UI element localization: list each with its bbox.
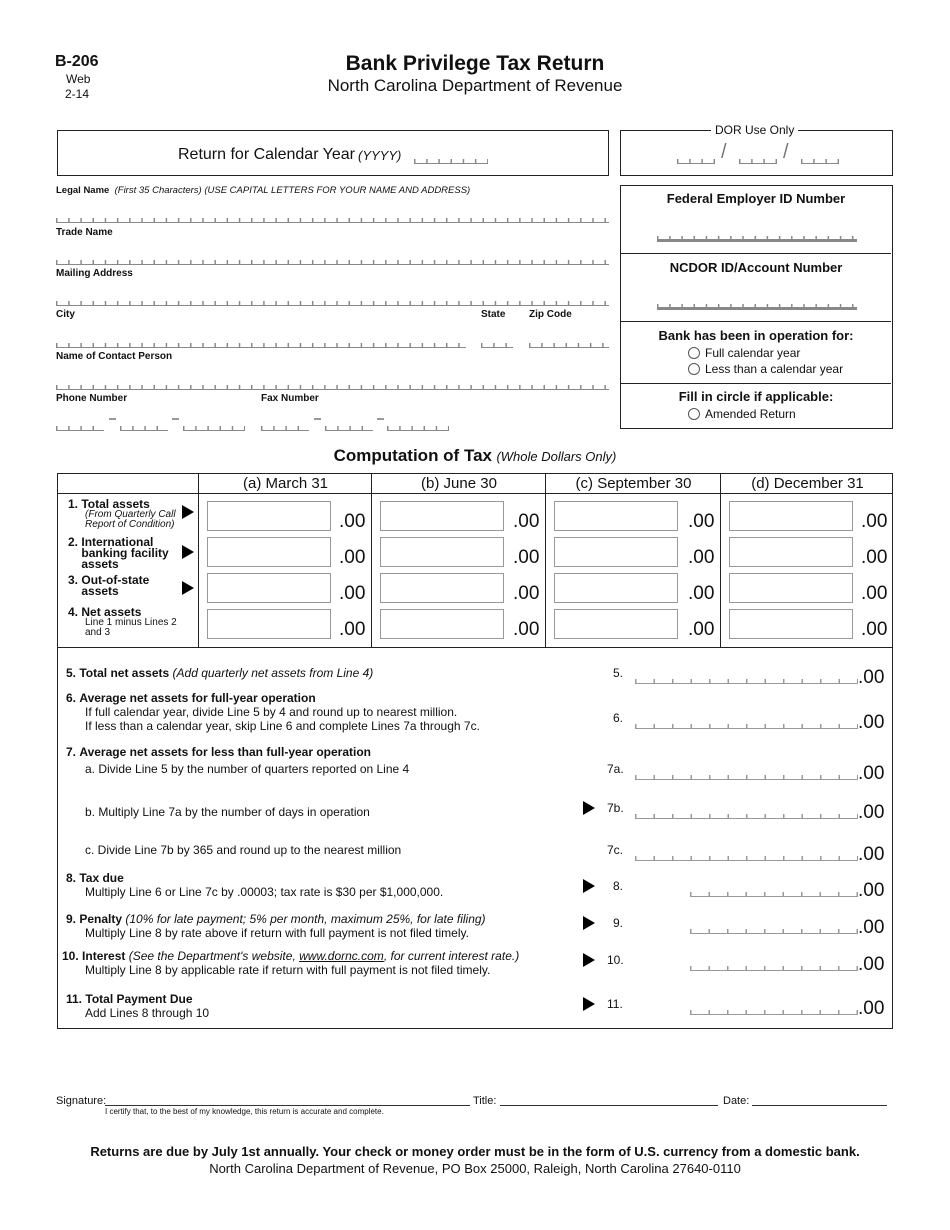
row-title: International banking facility assets	[81, 535, 169, 571]
cents-label: .00	[858, 712, 885, 733]
amount-input-line3-q1[interactable]	[207, 573, 331, 603]
arrow-icon	[583, 801, 595, 815]
certification-text: I certify that, to the best of my knowledge, this return is accurate and complete.	[105, 1107, 384, 1116]
line5-title: Total net assets	[79, 666, 170, 680]
legal-name-input[interactable]	[56, 217, 609, 223]
trade-name-label: Trade Name	[56, 227, 113, 238]
less-year-radio[interactable]	[688, 363, 700, 375]
amount-input-line4-q4[interactable]	[729, 609, 853, 639]
line5-text: (Add quarterly net assets from Line 4)	[172, 666, 374, 680]
dor-separator: /	[721, 141, 727, 163]
row-num: 2.	[68, 535, 79, 549]
state-label: State	[481, 309, 506, 320]
line8-title: Tax due	[79, 871, 124, 885]
amount-input-line4-q2[interactable]	[380, 609, 504, 639]
row-sub: Line 1 minus Lines 2 and 3	[85, 617, 177, 638]
l10-ref: 10.	[607, 953, 624, 967]
l6-amount-input[interactable]	[635, 723, 858, 729]
column-header: (d) December 31	[751, 475, 864, 492]
cents-label: .00	[858, 998, 885, 1019]
trade-name-input[interactable]	[56, 259, 609, 265]
fill-circle-label: Fill in circle if applicable:	[678, 389, 834, 404]
legal-name-label: Legal Name	[56, 185, 110, 196]
line7b-text: b. Multiply Line 7a by the number of days in operation	[85, 805, 370, 819]
form-title: Bank Privilege Tax Return	[345, 52, 605, 75]
line7a-text: a. Divide Line 5 by the number of quarters reported on Line 4	[85, 762, 410, 776]
l8-ref: 8.	[613, 879, 624, 893]
cents-label: .00	[861, 511, 888, 532]
id-panel	[620, 185, 893, 429]
fax-label: Fax Number	[261, 393, 319, 404]
date-input[interactable]	[752, 1105, 887, 1106]
arrow-icon	[583, 916, 595, 930]
form-edition: Web	[66, 72, 91, 86]
cents-label: .00	[688, 511, 715, 532]
ncdor-label: NCDOR ID/Account Number	[669, 260, 843, 275]
cents-label: .00	[858, 917, 885, 938]
full-year-option[interactable]	[688, 346, 800, 360]
line9-text: Multiply Line 8 by rate above if return with full payment is not filed timely.	[85, 926, 469, 940]
mailing-address-input[interactable]	[56, 300, 609, 306]
arrow-icon	[182, 581, 194, 595]
arrow-icon	[583, 997, 595, 1011]
cents-label: .00	[858, 763, 885, 784]
cents-label: .00	[688, 547, 715, 568]
l7b-amount-input[interactable]	[635, 813, 858, 819]
row-num: 1.	[68, 497, 79, 511]
line11-text: Add Lines 8 through 10	[85, 1006, 210, 1020]
full-year-label: Full calendar year	[705, 346, 801, 360]
date-label: Date:	[723, 1095, 750, 1107]
row-num: 3.	[68, 573, 79, 587]
arrow-icon	[182, 505, 194, 519]
computation-title: Computation of Tax	[333, 446, 492, 465]
amount-input-line2-q1[interactable]	[207, 537, 331, 567]
cents-label: .00	[339, 583, 366, 604]
amount-input-line2-q3[interactable]	[554, 537, 678, 567]
line7-title: Average net assets for less than full-year operation	[79, 745, 372, 759]
cents-label: .00	[858, 880, 885, 901]
title-input[interactable]	[500, 1105, 718, 1106]
amended-option[interactable]	[688, 407, 796, 421]
l7c-ref: 7c.	[607, 843, 624, 857]
line5-num: 5.	[66, 666, 77, 680]
cents-label: .00	[688, 583, 715, 604]
l9-amount-input[interactable]	[690, 928, 858, 934]
row-title: Total assets	[81, 497, 150, 511]
fein-label: Federal Employer ID Number	[666, 191, 846, 206]
less-year-label: Less than a calendar year	[705, 362, 844, 376]
line10-hint: (See the Department's website,	[128, 949, 300, 963]
row-label-line2	[68, 537, 188, 570]
line10-title: Interest	[82, 949, 126, 963]
row-num: 4.	[68, 605, 79, 619]
line6-text2: If less than a calendar year, skip Line 6 and complete Lines 7a through 7c.	[85, 719, 480, 733]
column-header: (a) March 31	[242, 475, 329, 492]
zip-input[interactable]	[529, 342, 609, 348]
form-id: B-206	[55, 53, 99, 70]
row-title: Out-of-state assets	[81, 573, 150, 598]
l8-amount-input[interactable]	[690, 891, 858, 897]
operation-label: Bank has been in operation for:	[658, 328, 854, 343]
column-header: (c) September 30	[575, 475, 692, 492]
row-title: Net assets	[81, 605, 142, 619]
line8-num: 8.	[66, 871, 77, 885]
l11-amount-input[interactable]	[690, 1009, 858, 1015]
cents-label: .00	[513, 619, 540, 640]
line10-text: Multiply Line 8 by applicable rate if return with full payment is not filed timely.	[85, 963, 491, 977]
amount-input-line1-q4[interactable]	[729, 501, 853, 531]
arrow-icon	[182, 545, 194, 559]
state-input[interactable]	[481, 342, 513, 348]
cents-label: .00	[339, 547, 366, 568]
row-label-line1	[68, 499, 188, 530]
calendar-year-box	[57, 130, 609, 176]
mailing-info: North Carolina Department of Revenue, PO Box 25000, Raleigh, North Carolina 27640-0110	[209, 1161, 741, 1176]
cents-label: .00	[513, 511, 540, 532]
cents-label: .00	[339, 619, 366, 640]
amount-input-line3-q2[interactable]	[380, 573, 504, 603]
zip-label: Zip Code	[529, 309, 572, 320]
calendar-year-hint: (YYYY)	[358, 148, 402, 163]
less-year-option[interactable]	[688, 362, 843, 376]
amount-input-line4-q3[interactable]	[554, 609, 678, 639]
computation-hint: (Whole Dollars Only)	[496, 449, 617, 464]
l10-amount-input[interactable]	[690, 965, 858, 971]
amount-input-line4-q1[interactable]	[207, 609, 331, 639]
line6-text1: If full calendar year, divide Line 5 by 4 and round up to nearest million.	[85, 705, 458, 719]
dor-separator: /	[783, 141, 789, 163]
cents-label: .00	[858, 844, 885, 865]
amended-label: Amended Return	[705, 407, 796, 421]
line8-text: Multiply Line 6 or Line 7c by .00003; tax rate is $30 per $1,000,000.	[85, 885, 444, 899]
contact-label: Name of Contact Person	[56, 351, 173, 362]
dor-field-2	[739, 158, 777, 164]
line9-hint: (10% for late payment; 5% per month, maximum 25%, for late filing)	[125, 912, 486, 926]
cents-label: .00	[339, 511, 366, 532]
amount-input-line1-q1[interactable]	[207, 501, 331, 531]
row-sub: (From Quarterly Call Report of Condition)	[85, 509, 176, 530]
city-label: City	[56, 309, 75, 320]
due-notice: Returns are due by July 1st annually. Your check or money order must be in the form of U.S. currency from a domestic bank.	[90, 1144, 860, 1159]
column-header: (b) June 30	[421, 475, 497, 492]
calendar-year-input[interactable]	[414, 158, 488, 164]
signature-label: Signature:	[56, 1095, 107, 1107]
amount-input-line3-q3[interactable]	[554, 573, 678, 603]
amount-input-line2-q4[interactable]	[729, 537, 853, 567]
full-year-radio[interactable]	[688, 347, 700, 359]
amended-radio[interactable]	[688, 408, 700, 420]
cents-label: .00	[858, 802, 885, 823]
l7c-amount-input[interactable]	[635, 855, 858, 861]
arrow-icon	[583, 879, 595, 893]
title-label: Title:	[473, 1095, 497, 1107]
mailing-address-label: Mailing Address	[56, 268, 133, 279]
l7b-ref: 7b.	[607, 801, 624, 815]
form-subtitle: North Carolina Department of Revenue	[327, 76, 623, 95]
contact-input[interactable]	[56, 384, 609, 390]
cents-label: .00	[861, 547, 888, 568]
form-revision: 2-14	[65, 87, 90, 101]
l7a-ref: 7a.	[607, 762, 624, 776]
legal-name-hint: (First 35 Characters) (USE CAPITAL LETTERS FOR YOUR NAME AND ADDRESS)	[114, 185, 471, 196]
dor-field-3	[801, 158, 839, 164]
phone-label: Phone Number	[56, 393, 128, 404]
row-label-line3	[68, 575, 188, 597]
cents-label: .00	[513, 583, 540, 604]
cents-label: .00	[858, 667, 885, 688]
l6-ref: 6.	[613, 711, 624, 725]
l11-ref: 11.	[607, 997, 623, 1011]
dor-field-1	[677, 158, 715, 164]
l9-ref: 9.	[613, 916, 624, 930]
line10-hint-end: , for current interest rate.)	[383, 949, 520, 963]
l5-ref: 5.	[613, 666, 624, 680]
column-divider	[720, 474, 721, 647]
dor-use-label: DOR Use Only	[711, 123, 798, 137]
dornc-link[interactable]: www.dornc.com	[299, 949, 384, 963]
cents-label: .00	[688, 619, 715, 640]
cents-label: .00	[861, 619, 888, 640]
cents-label: .00	[858, 954, 885, 975]
line10-num: 10.	[62, 949, 79, 963]
column-divider	[371, 474, 372, 647]
line6-title: Average net assets for full-year operation	[79, 691, 316, 705]
line11-title: Total Payment Due	[85, 992, 193, 1006]
line9-num: 9.	[66, 912, 77, 926]
arrow-icon	[583, 953, 595, 967]
line6-num: 6.	[66, 691, 77, 705]
column-divider	[545, 474, 546, 647]
line7c-text: c. Divide Line 7b by 365 and round up to the nearest million	[85, 843, 402, 857]
row-label-line4	[68, 607, 188, 638]
line9-title: Penalty	[79, 912, 123, 926]
cents-label: .00	[513, 547, 540, 568]
l7a-amount-input[interactable]	[635, 774, 858, 780]
amount-input-line3-q4[interactable]	[729, 573, 853, 603]
calendar-year-label: Return for Calendar Year	[178, 146, 355, 163]
amount-input-line1-q2[interactable]	[380, 501, 504, 531]
amount-input-line2-q2[interactable]	[380, 537, 504, 567]
dor-use-box	[620, 123, 893, 176]
ncdor-input[interactable]	[657, 304, 857, 310]
cents-label: .00	[861, 583, 888, 604]
line7-num: 7.	[66, 745, 77, 759]
column-divider	[198, 474, 199, 647]
signature-input[interactable]	[105, 1105, 470, 1106]
line11-num: 11.	[66, 992, 83, 1006]
l5-amount-input[interactable]	[635, 678, 858, 684]
amount-input-line1-q3[interactable]	[554, 501, 678, 531]
city-input[interactable]	[56, 342, 466, 348]
fein-input[interactable]	[657, 236, 857, 242]
